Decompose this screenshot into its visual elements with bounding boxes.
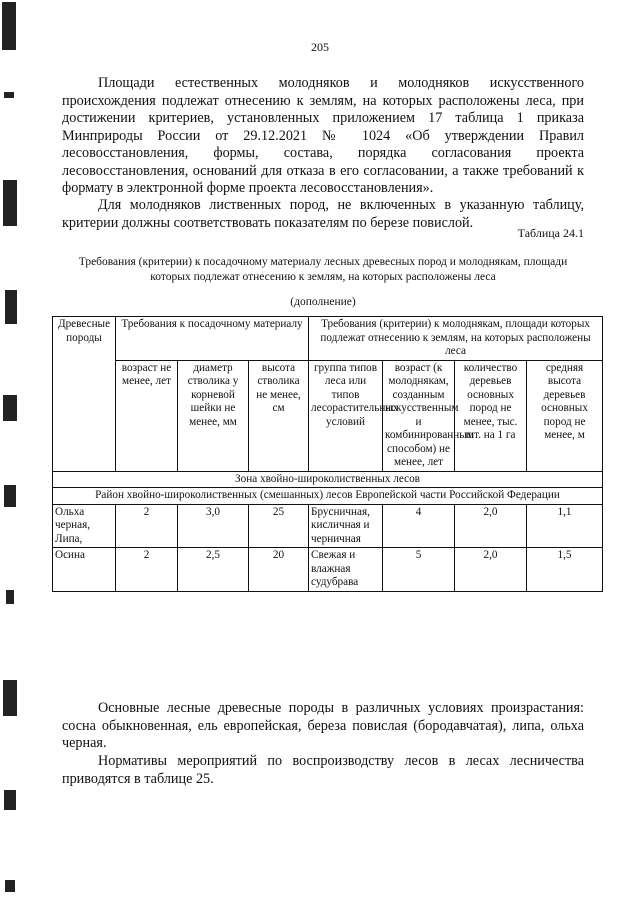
cell-avg-height: 1,1 [527,504,603,548]
header-planting-material: Требования к посадочному материалу [116,317,309,361]
cell-young-age: 5 [383,548,455,592]
paragraph-criteria: Площади естественных молодняков и молодняков искусственного происхождения подлежат отнесению к землям, на которых расположены леса, при достижении критериев, установленных приложением 17 таблица 1 приказа Минприроды России от 29.12.2021 № 1024 «Об утверждении Правил лесовосстановления, формы, состава, порядка согласования проекта лесовосстановления, оснований для отказа в его согласовании, а также требований к формату в электронной форме проекта лесовосстановления». [62,75,584,197]
cell-species: Осина [53,548,116,592]
cell-diameter: 3,0 [178,504,249,548]
cell-height: 25 [249,504,309,548]
cell-forest-type: Брусничная, кисличная и черничная [309,504,383,548]
table-subheader-row [53,360,603,471]
subheader-young-age: возраст (к молоднякам, созданным искусственным и комбинированным способом) не менее, лет [383,360,455,471]
table-zone-row [53,471,603,488]
cell-tree-count: 2,0 [455,504,527,548]
header-young-stand-criteria: Требования (критерии) к молоднякам, площади которых подлежат отнесению к землям, на которых расположены леса [309,317,603,361]
table-label: Таблица 24.1 [517,226,584,240]
table-addition: (дополнение) [290,296,356,308]
requirements-table [52,316,603,592]
scan-edge-artifacts [0,0,28,911]
page-number: 205 [311,40,329,54]
table-caption: Требования (критерии) к посадочному материалу лесных древесных пород и молоднякам, площади которых подлежат отнесению к землям, на которых расположены леса [78,256,568,283]
paragraph-main-species: Основные лесные древесные породы в различных условиях произрастания: сосна обыкновенная, ель европейская, береза повислая (бородавчатая), липа, ольха черная. [62,700,584,752]
cell-diameter: 2,5 [178,548,249,592]
header-species: Древесные породы [53,317,116,472]
cell-young-age: 4 [383,504,455,548]
table-region-row [53,488,603,505]
subheader-diameter: диаметр стволика у корневой шейки не менее, мм [178,360,249,471]
paragraph-deciduous: Для молодняков лиственных пород, не включенных в указанную таблицу, критерии должны соответствовать показателям по березе повислой. [62,197,584,231]
paragraph-standards: Нормативы мероприятий по воспроизводству лесов в лесах лесничества приводятся в таблице 25. [62,753,584,787]
cell-species: Ольха черная, Липа, [53,504,116,548]
subheader-age: возраст не менее, лет [116,360,178,471]
cell-avg-height: 1,5 [527,548,603,592]
subheader-forest-type: группа типов леса или типов лесорастительных условий [309,360,383,471]
subheader-avg-height: средняя высота деревьев основных пород не менее, м [527,360,603,471]
cell-forest-type: Свежая и влажная судубрава [309,548,383,592]
table-row [53,548,603,592]
cell-height: 20 [249,548,309,592]
cell-tree-count: 2,0 [455,548,527,592]
table-header-row [53,317,603,361]
subheader-height: высота стволика не менее, см [249,360,309,471]
cell-age: 2 [116,548,178,592]
table-row [53,504,603,548]
forest-region: Район хвойно-широколиственных (смешанных) лесов Европейской части Российской Федерации [53,488,603,505]
subheader-tree-count: количество деревьев основных пород не менее, тыс. шт. на 1 га [455,360,527,471]
forest-zone: Зона хвойно-широколиственных лесов [53,471,603,488]
cell-age: 2 [116,504,178,548]
